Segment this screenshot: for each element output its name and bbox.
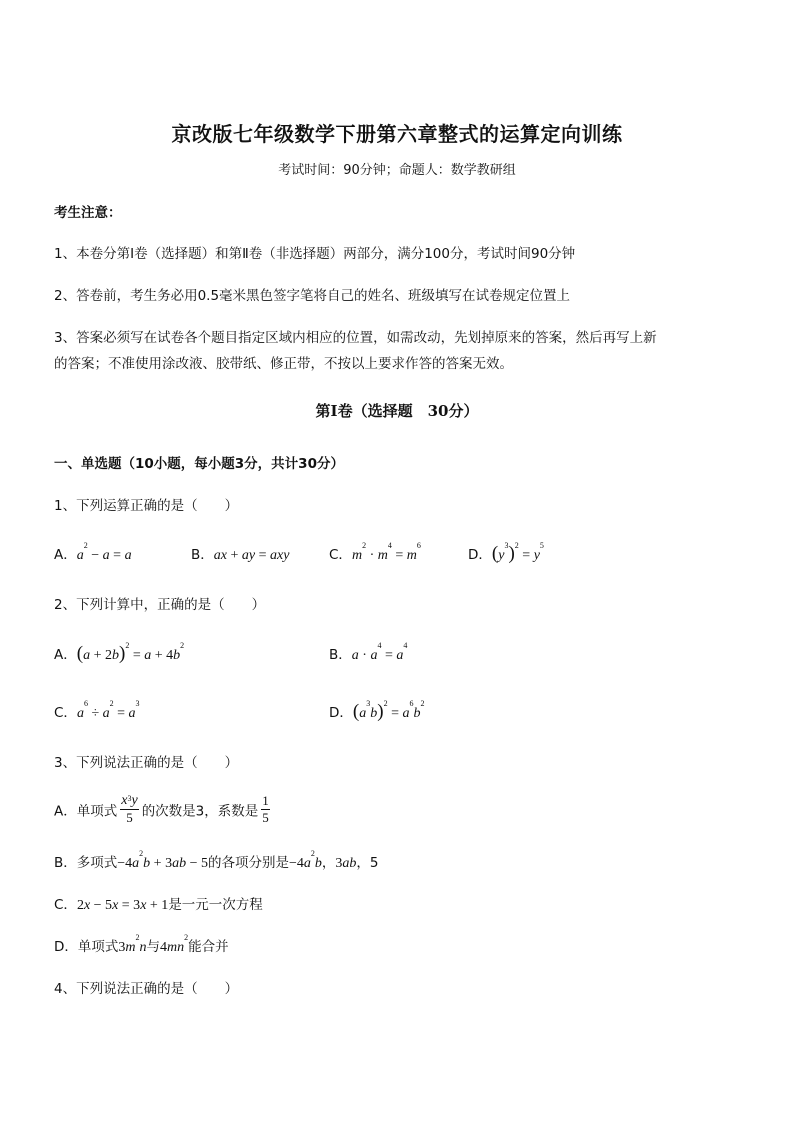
option-label: C． — [329, 547, 352, 563]
separator: ，5 — [356, 855, 379, 871]
exam-info: 考试时间：90分钟；命题人：数学教研组 — [278, 163, 516, 178]
question-2-stem: 2、下列计算中，正确的是（ ） — [54, 597, 266, 613]
separator: ， — [321, 855, 336, 871]
option-text: D．单项式 — [54, 939, 119, 955]
option-label: A． — [54, 647, 77, 663]
notice-heading: 考生注意： — [54, 205, 122, 221]
option-label: B． — [329, 647, 352, 663]
q3-option-d — [54, 935, 229, 956]
math-expression: 2x − 5x = 3x + 1 — [76, 898, 169, 913]
page-title: 京改版七年级数学下册第六章整式的运算定向训练 — [171, 122, 623, 146]
option-text: 能合并 — [188, 939, 229, 955]
q3-option-b — [54, 851, 378, 872]
math-expression: $3m^2n$ — [118, 933, 147, 955]
q1-option-c — [329, 543, 421, 564]
option-label: B． — [191, 547, 214, 563]
option-text: C． — [54, 897, 77, 913]
math-expression: 3ab — [335, 856, 357, 871]
math-expression: $a^6 \div a^2 = a^3$ — [76, 699, 140, 721]
notice-item-3: 3、答案必须写在试卷各个题目指定区域内相应的位置，如需改动，先划掉原来的答案，然后再写上新 — [54, 330, 657, 346]
math-expression: $-4a^2b$ — [288, 849, 322, 871]
q2-option-a — [54, 643, 184, 665]
option-text: 的次数是3，系数是 — [141, 803, 259, 820]
question-4-stem: 4、下列说法正确的是（ ） — [54, 981, 239, 997]
math-expression: $-4a^2b + 3ab - 5$ — [117, 849, 208, 871]
notice-item-3-cont: 的答案；不准使用涂改液、胶带纸、修正带，不按以上要求作答的答案无效。 — [54, 356, 513, 372]
q1-option-a — [54, 543, 132, 564]
math-expression: $4mn^2$ — [160, 933, 189, 955]
option-label: D． — [468, 547, 492, 563]
option-text: A．单项式 — [54, 803, 118, 820]
math-expression: $(a + 2b)^2 = a + 4b^2$ — [76, 641, 185, 664]
q3-option-c — [54, 893, 263, 914]
option-label: D． — [329, 705, 353, 721]
fraction: $\frac{1}{5}$ — [262, 793, 269, 825]
notice-item-1: 1、本卷分第Ⅰ卷（选择题）和第Ⅱ卷（非选择题）两部分，满分100分，考试时间90分钟 — [54, 246, 576, 262]
section-title: 第Ⅰ卷（选择题 30分） — [315, 402, 479, 420]
question-1-stem: 1、下列运算正确的是（ ） — [54, 498, 239, 514]
fraction: $\frac{x^3y}{5}$ — [121, 793, 138, 825]
question-3-stem: 3、下列说法正确的是（ ） — [54, 755, 239, 771]
option-text: 是一元一次方程 — [168, 897, 263, 913]
q2-option-c — [54, 701, 140, 722]
math-expression: $a^2 - a = a$ — [76, 541, 132, 563]
option-label: A． — [54, 547, 77, 563]
math-expression: $(a^3b)^2 = a^6b^2$ — [352, 699, 425, 722]
part-title: 一、单选题（10小题，每小题3分，共计30分） — [54, 456, 344, 472]
q3-option-a — [54, 793, 273, 826]
notice-item-2: 2、答卷前，考生务必用0.5毫米黑色签字笔将自己的姓名、班级填写在试卷规定位置上 — [54, 288, 571, 304]
option-text: 的各项分别是 — [207, 855, 289, 871]
q2-option-b — [329, 643, 407, 664]
math-expression: ax + ay = axy — [213, 548, 290, 563]
q2-option-d — [329, 701, 424, 723]
option-text: B．多项式 — [54, 855, 118, 871]
math-expression: $(y^3)^2 = y^5$ — [491, 541, 544, 564]
math-expression: $m^2 \cdot m^4 = m^6$ — [351, 541, 421, 563]
q1-option-d — [468, 543, 544, 565]
math-expression: $a \cdot a^4 = a^4$ — [351, 641, 408, 663]
option-label: C． — [54, 705, 77, 721]
option-text: 与 — [146, 939, 161, 955]
q1-option-b — [191, 543, 289, 564]
